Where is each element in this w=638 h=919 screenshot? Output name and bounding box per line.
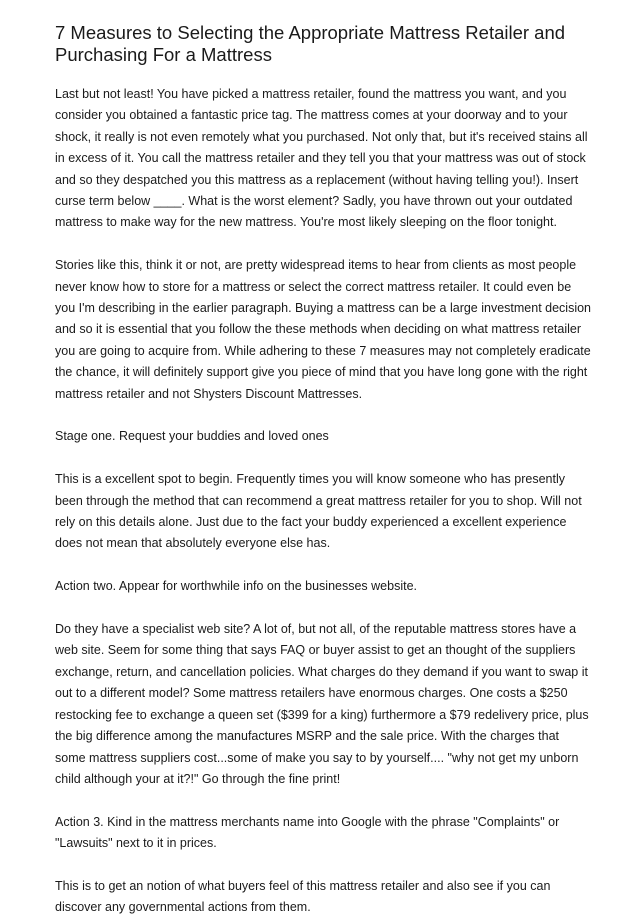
- paragraph-step-two: Do they have a specialist web site? A lot of, but not all, of the reputable mattress stores have a web site. Seem for some thing that says FAQ or buyer assist to get an thought of the suppliers exchange, return, and cancellation policies. What charges do they demand if you want to swap it out to a different model? Some mattress retailers have enormous charges. One costs a $250 restocking fee to exchange a queen set ($399 for a king) furthermore a $79 redelivery price, plus the big difference among the manufactures MSRP and the sale price. With the charges that some mattress suppliers cost...some of make you say to by yourself.... "why not get my unborn child although your at it?!" Go through the fine print!: [55, 622, 589, 786]
- step-two-heading: Action two. Appear for worthwhile info on the businesses website.: [55, 579, 418, 594]
- step-three-heading: Action 3. Kind in the mattress merchants name into Google with the phrase "Complaints" or "Lawsuits" next to it in prices.: [55, 814, 560, 851]
- paragraph-intro: Last but not least! You have picked a mattress retailer, found the mattress you want, and you consider you obtained a fantastic price tag. The mattress comes at your doorway and to your shock, it really is not even remotely what you purchased. Not only that, but it's received stains all in excess of it. You call the mattress retailer and they tell you that your mattress was out of stock and so they despatched you this mattress as a replacement (without having telling you!). Insert curse term below ____. What is the worst element? Sadly, you have thrown out your outdated mattress to make way for the new mattress. You're most likely sleeping on the floor tonight.: [55, 87, 588, 230]
- paragraph-step-three: This is to get an notion of what buyers feel of this mattress retailer and also see if you can discover any governmental actions from them.: [55, 878, 551, 915]
- document-page: [55, 22, 591, 919]
- step-one-heading: Stage one. Request your buddies and loved ones: [55, 429, 329, 444]
- paragraph-stories: Stories like this, think it or not, are pretty widespread items to hear from clients as most people never know how to store for a mattress or select the correct mattress retailer. It could even be you I'm describing in the earlier paragraph. Buying a mattress can be a large investment decision and so it is essential that you follow the these methods when deciding on what mattress retailer you are going to acquire from. While adhering to these 7 measures may not completely eradicate the chance, it will definitely support give you piece of mind that you have long gone with the right mattress retailer and not Shysters Discount Mattresses.: [55, 258, 592, 401]
- paragraph-step-one: This is a excellent spot to begin. Frequently times you will know someone who has presently been through the method that can recommend a great mattress retailer for you to shop. Will not rely on this details alone. Just due to the fact your buddy experienced a excellent experience does not mean that absolutely everyone else has.: [55, 472, 582, 551]
- document-title: 7 Measures to Selecting the Appropriate Mattress Retailer and Purchasing For a Mattress: [55, 22, 566, 65]
